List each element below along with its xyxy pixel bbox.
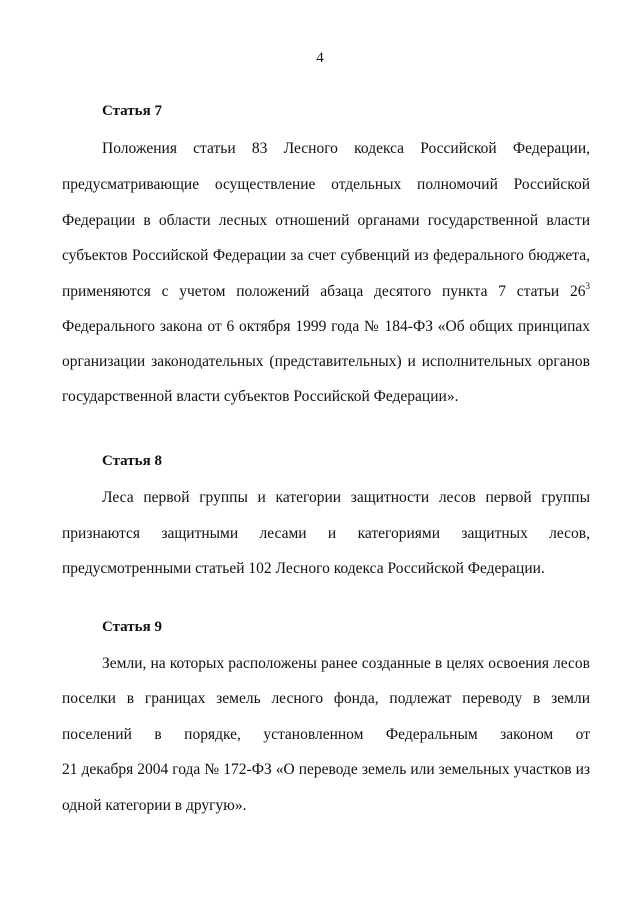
paragraph-line: субъектов Российской Федерации за счет субвенций из федерального бюджета, [62, 247, 590, 264]
paragraph-line: Леса первой группы и категории защитности лесов первой группы [102, 489, 590, 506]
paragraph-line: Положения статьи 83 Лесного кодекса Российской Федерации, [102, 140, 590, 157]
paragraph-line: предусматривающие осуществление отдельных полномочий Российской [62, 176, 590, 193]
paragraph-line: Земли, на которых расположены ранее созданные в целях освоения лесов [102, 655, 590, 672]
paragraph-line: предусмотренными статьей 102 Лесного кодекса Российской Федерации. [62, 560, 545, 577]
paragraph-line-with-superscript [62, 283, 590, 301]
superscript-mark: 3 [585, 281, 590, 291]
paragraph-line: 21 декабря 2004 года № 172-ФЗ «О переводе земель или земельных участков из [62, 761, 590, 778]
paragraph-line: организации законодательных (представительных) и исполнительных органов [62, 353, 590, 370]
page-number: 4 [316, 50, 324, 66]
paragraph-line: Федерального закона от 6 октября 1999 года № 184-ФЗ «Об общих принципах [62, 318, 590, 335]
paragraph-line: признаются защитными лесами и категориями защитных лесов, [62, 525, 590, 542]
paragraph-line: государственной власти субъектов Российской Федерации». [62, 388, 459, 405]
paragraph-line: поселки в границах земель лесного фонда, подлежат переводу в земли [62, 690, 590, 707]
article-heading: Статья 9 [102, 619, 162, 635]
paragraph-line: Федерации в области лесных отношений органами государственной власти [62, 212, 590, 229]
paragraph-line: поселений в порядке, установленном Федеральным законом от [62, 726, 590, 743]
article-heading: Статья 7 [102, 103, 162, 119]
paragraph-line-text: применяются с учетом положений абзаца десятого пункта 7 статьи 26 [62, 283, 586, 300]
article-heading: Статья 8 [102, 453, 162, 469]
paragraph-line: одной категории в другую». [62, 797, 247, 814]
